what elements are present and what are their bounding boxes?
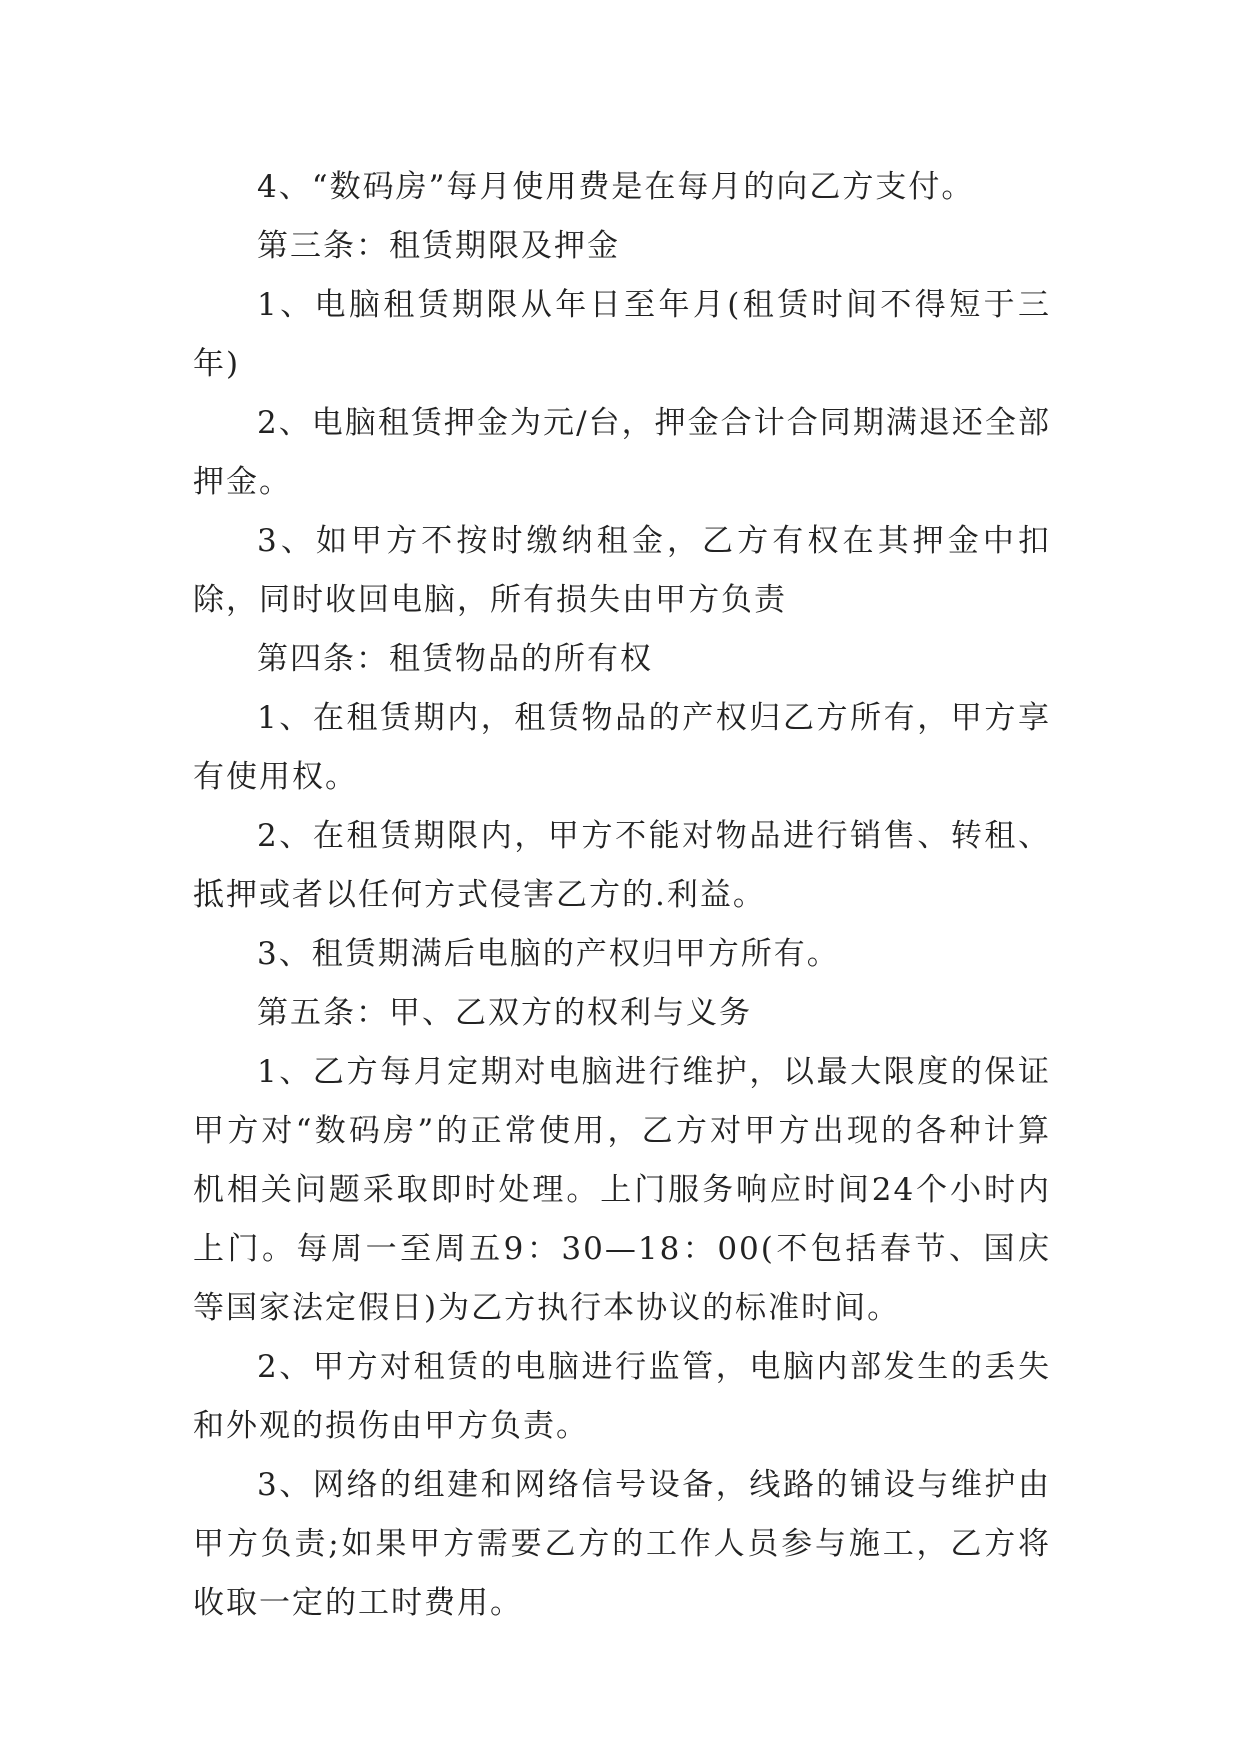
heading-article-5: 第五条：甲、乙双方的权利与义务 bbox=[257, 995, 752, 1031]
heading-article-3: 第三条：租赁期限及押金 bbox=[257, 228, 620, 264]
paragraph-fee-payment: 4、“数码房”每月使用费是在每月的向乙方支付。 bbox=[257, 169, 975, 205]
paragraph-late-payment: 3、如甲方不按时缴纳租金，乙方有权在其押金中扣除，同时收回电脑，所有损失由甲方负责 bbox=[193, 523, 1051, 618]
paragraph-maintenance: 1、乙方每月定期对电脑进行维护，以最大限度的保证甲方对“数码房”的正常使用，乙方对甲方出现的各种计算机相关问题采取即时处理。上门服务响应时间24个小时内上门。每周一至周五9：30—18：00(不包括春节、国庆等国家法定假日)为乙方执行本协议的标准时间。 bbox=[193, 1054, 1051, 1326]
paragraph-lease-term: 1、电脑租赁期限从年日至年月(租赁时间不得短于三年) bbox=[193, 287, 1051, 382]
document-body bbox=[193, 158, 1051, 1633]
paragraph-no-resale: 2、在租赁期限内，甲方不能对物品进行销售、转租、抵押或者以任何方式侵害乙方的.利益。 bbox=[193, 818, 1051, 913]
paragraph-network: 3、网络的组建和网络信号设备，线路的铺设与维护由甲方负责;如果甲方需要乙方的工作人员参与施工，乙方将收取一定的工时费用。 bbox=[193, 1467, 1051, 1621]
paragraph-ownership: 1、在租赁期内，租赁物品的产权归乙方所有，甲方享有使用权。 bbox=[193, 700, 1051, 795]
heading-article-4: 第四条：租赁物品的所有权 bbox=[257, 641, 653, 677]
paragraph-ownership-transfer: 3、租赁期满后电脑的产权归甲方所有。 bbox=[257, 936, 840, 972]
paragraph-deposit: 2、电脑租赁押金为元/台，押金合计合同期满退还全部押金。 bbox=[193, 405, 1051, 500]
paragraph-supervision: 2、甲方对租赁的电脑进行监管，电脑内部发生的丢失和外观的损伤由甲方负责。 bbox=[193, 1349, 1051, 1444]
